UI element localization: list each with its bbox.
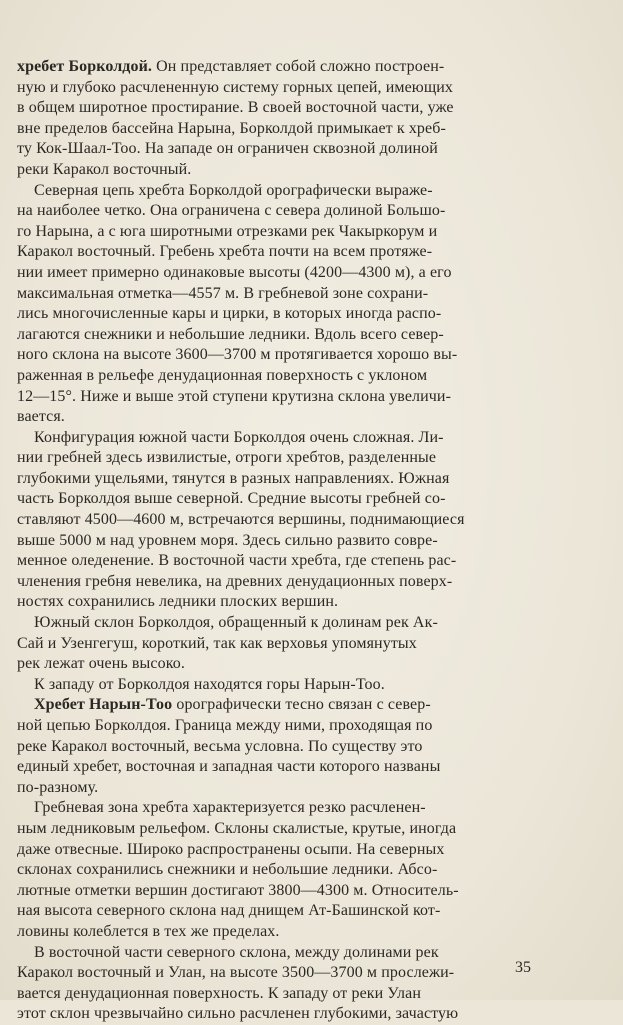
line-text: Сай и Узенгегуш, короткий, так как верховья упомянутых — [17, 634, 417, 652]
text-line — [17, 242, 529, 263]
line-text: К западу от Борколдоя находятся горы Нарын-Тоо. — [34, 675, 385, 693]
line-text: ным ледниковым рельефом. Склоны скалистые, крутые, иногда — [17, 819, 457, 837]
text-line — [17, 387, 529, 408]
body-text — [17, 57, 529, 1025]
line-text: орографически тесно связан с север- — [172, 696, 431, 714]
text-line — [17, 860, 529, 881]
text-line — [17, 119, 529, 140]
line-text: рек лежат очень высоко. — [17, 655, 185, 673]
text-line — [17, 345, 529, 366]
line-text: вается денудационная поверхность. К западу от реки Улан — [17, 984, 421, 1002]
line-text: склонах сохранились снежники и небольшие ледники. Абсо- — [17, 861, 438, 879]
line-text: лись многочисленные кары и цирки, в которых иногда распо- — [17, 305, 442, 323]
line-text: по-разному. — [17, 778, 99, 796]
line-text: на наиболее четко. Она ограничена с севера долиной Большо- — [17, 202, 446, 220]
text-line — [17, 901, 529, 922]
line-text: реки Каракол восточный. — [17, 160, 192, 178]
line-text: ного склона на высоте 3600—3700 м протягивается хорошо вы- — [17, 346, 458, 364]
text-line — [17, 778, 529, 799]
text-line — [17, 716, 529, 737]
line-text: В восточной части северного склона, между долинами рек — [34, 943, 439, 961]
bold-term: Хребет Нарын-Тоо — [34, 696, 173, 714]
line-text: выше 5000 м над уровнем моря. Здесь сильно развито совре- — [17, 531, 438, 549]
line-text: го Нарына, а с юга широтными отрезками рек Чакыркорум и — [17, 222, 438, 240]
text-line — [17, 78, 529, 99]
line-text: ту Кок-Шаал-Тоо. На западе он ограничен сквозной долиной — [17, 140, 438, 158]
text-line — [17, 263, 529, 284]
text-line — [17, 469, 529, 490]
text-line — [17, 613, 529, 634]
text-line — [17, 819, 529, 840]
line-text: лагаются снежники и небольшие ледники. Вдоль всего север- — [17, 325, 444, 343]
text-line — [17, 181, 529, 202]
text-line — [17, 592, 529, 613]
text-line — [17, 325, 529, 346]
line-text: ностях сохранились ледники плоских вершин. — [17, 593, 339, 611]
text-line — [17, 922, 529, 943]
line-text: глубокими ущельями, тянутся в разных направлениях. Южная — [17, 469, 450, 487]
line-text: Каракол восточный и Улан, на высоте 3500—3700 м прослежи- — [17, 964, 455, 982]
line-text: лютные отметки вершин достигают 3800—4300 м. Относитель- — [17, 881, 459, 899]
line-text: максимальная отметка—4557 м. В гребневой зоне сохрани- — [17, 284, 429, 302]
text-line — [17, 160, 529, 181]
text-line — [17, 634, 529, 655]
text-line — [17, 407, 529, 428]
text-line — [17, 654, 529, 675]
line-text: реке Каракол восточный, весьма условна. По существу это — [17, 737, 423, 755]
line-text: ловины колеблется в тех же пределах. — [17, 922, 280, 940]
line-text: менное оледенение. В восточной части хребта, где степень рас- — [17, 552, 457, 570]
text-line — [17, 201, 529, 222]
line-text: вне пределов бассейна Нарына, Борколдой примыкает к хреб- — [17, 119, 446, 137]
line-text: 12—15°. Ниже и выше этой ступени крутизна склона увеличи- — [17, 387, 452, 405]
bold-term: хребет Борколдой. — [17, 58, 153, 75]
text-line — [17, 798, 529, 819]
line-text: Он представляет собой сложно построен- — [152, 58, 445, 75]
line-text: нии гребней здесь извилистые, отроги хребтов, разделенные — [17, 449, 437, 467]
text-line — [17, 757, 529, 778]
text-line — [17, 675, 529, 696]
text-line — [17, 222, 529, 243]
text-line — [17, 489, 529, 510]
text-line — [17, 510, 529, 531]
line-text: даже отвесные. Широко распространены осыпи. На северных — [17, 840, 445, 858]
line-text: Южный склон Борколдоя, обращенный к долинам рек Ак- — [34, 614, 438, 632]
text-line — [17, 284, 529, 305]
line-text: единый хребет, восточная и западная части которого названы — [17, 758, 441, 776]
line-text: часть Борколдоя выше северной. Средние высоты гребней со- — [17, 490, 446, 508]
text-line — [17, 98, 529, 119]
line-text: раженная в рельефе денудационная поверхность с уклоном — [17, 366, 428, 384]
text-line — [17, 366, 529, 387]
text-line — [17, 551, 529, 572]
line-text: вается. — [17, 408, 65, 426]
text-line — [17, 737, 529, 758]
line-text: Северная цепь хребта Борколдой орографически выраже- — [34, 181, 433, 199]
text-line — [17, 963, 529, 984]
text-line — [17, 531, 529, 552]
page-number: 35 — [515, 959, 531, 976]
text-line — [17, 1004, 529, 1025]
text-line — [17, 572, 529, 593]
line-text: Каракол восточный. Гребень хребта почти на всем протяже- — [17, 243, 433, 261]
text-line — [17, 840, 529, 861]
text-line — [17, 984, 529, 1005]
line-text: ную и глубоко расчлененную систему горных цепей, имеющих — [17, 78, 454, 96]
text-line — [17, 304, 529, 325]
text-line — [17, 695, 529, 716]
text-line — [17, 139, 529, 160]
line-text: этот склон чрезвычайно сильно расчленен глубокими, зачастую — [17, 1005, 459, 1023]
text-line — [17, 943, 529, 964]
line-text: ставляют 4500—4600 м, встречаются вершины, поднимающиеся — [17, 511, 465, 529]
text-line — [17, 57, 529, 78]
text-line — [17, 428, 529, 449]
line-text: ной цепью Борколдоя. Граница между ними, проходящая по — [17, 717, 433, 734]
line-text: членения гребня невелика, на древних денудационных поверх- — [17, 572, 453, 590]
line-text: Гребневая зона хребта характеризуется резко расчленен- — [34, 799, 426, 817]
text-line — [17, 448, 529, 469]
text-line — [17, 881, 529, 902]
line-text: Конфигурация южной части Борколдоя очень сложная. Ли- — [34, 428, 444, 446]
line-text: нии имеет примерно одинаковые высоты (4200—4300 м), а его — [17, 263, 452, 281]
line-text: в общем широтное простирание. В своей восточной части, уже — [17, 99, 454, 117]
line-text: ная высота северного склона над днищем Ат-Башинской кот- — [17, 902, 441, 920]
